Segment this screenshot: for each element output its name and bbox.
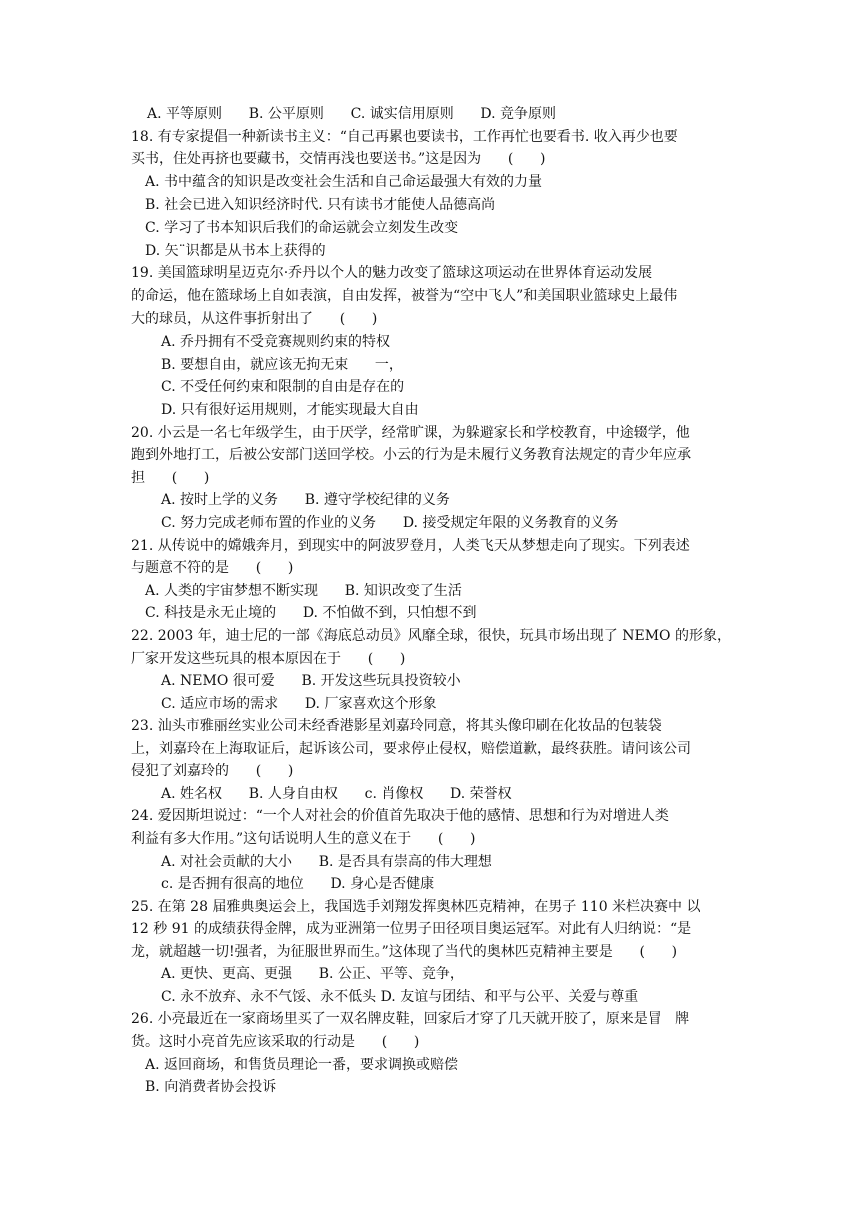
q25-text-line-1: 25. 在第 28 届雅典奥运会上，我国选手刘翔发挥奥林匹克精神，在男子 110 米栏决赛中 以 <box>131 899 701 915</box>
q24-options-cd: c. 是否拥有很高的地位 D. 身心是否健康 <box>161 876 435 892</box>
q24-options-ab: A. 对社会贡献的大小 B. 是否具有崇高的伟大理想 <box>161 854 492 870</box>
q19-option-d: D. 只有很好运用规则，才能实现最大自由 <box>161 402 419 418</box>
q19-option-a: A. 乔丹拥有不受竞赛规则约束的特权 <box>161 334 391 350</box>
q22-text-line-2: 厂家开发这些玩具的根本原因在于 ( ) <box>131 651 406 667</box>
q22-options-cd: C. 适应市场的需求 D. 厂家喜欢这个形象 <box>161 696 437 712</box>
q22-text-line-1: 22. 2003 年，迪士尼的一部《海底总动员》风靡全球，很快，玩具市场出现了 NEMO 的形象， <box>131 628 731 644</box>
q23-text-line-3: 侵犯了刘嘉玲的 ( ) <box>131 763 294 779</box>
q18-option-b: B. 社会已进入知识经济时代. 只有读书才能使人品德高尚 <box>145 197 496 213</box>
q20-text-line-1: 20. 小云是一名七年级学生，由于厌学，经常旷课，为躲避家长和学校教育，中途辍学，他 <box>131 425 690 441</box>
q25-options-ab: A. 更快、更高、更强 B. 公正、平等、竞争， <box>161 966 464 982</box>
q20-text-line-3: 担 ( ) <box>131 470 210 486</box>
q25-text-line-3: 龙，就超越一切!强者，为征服世界而生。”这体现了当代的奥林匹克精神主要是 ( ) <box>131 944 678 960</box>
q20-options-ab: A. 按时上学的义务 B. 遵守学校纪律的义务 <box>161 492 450 508</box>
q21-options-ab: A. 人类的宇宙梦想不断实现 B. 知识改变了生活 <box>145 583 462 599</box>
q18-text-line-2: 买书，住处再挤也要藏书，交情再浅也要送书。”这是因为 ( ) <box>131 151 546 167</box>
q22-options-ab: A. NEMO 很可爱 B. 开发这些玩具投资较小 <box>161 673 461 689</box>
q18-option-a: A. 书中蕴含的知识是改变社会生活和自己命运最强大有效的力量 <box>145 174 543 190</box>
q25-options-cd: C. 永不放弃、永不气馁、永不低头 D. 友谊与团结、和平与公平、关爱与尊重 <box>161 989 639 1005</box>
q23-text-line-2: 上，刘嘉玲在上海取证后，起诉该公司，要求停止侵权，赔偿道歉，最终获胜。请问该公司 <box>131 741 691 757</box>
q26-text-line-2: 货。这时小亮首先应该采取的行动是 ( ) <box>131 1034 420 1050</box>
q26-option-a: A. 返回商场，和售货员理论一番，要求调换或赔偿 <box>145 1057 459 1073</box>
q18-option-d: D. 矢¨识都是从书本上获得的 <box>145 243 326 259</box>
q21-text-line-1: 21. 从传说中的嫦娥奔月，到现实中的阿波罗登月，人类飞天从梦想走向了现实。下列表述 <box>131 538 690 554</box>
q24-text-line-1: 24. 爱因斯坦说过：“一个人对社会的价值首先取决于他的感情、思想和行为对增进人类 <box>131 808 669 824</box>
q19-option-c: C. 不受任何约束和限制的自由是存在的 <box>161 379 405 395</box>
q26-option-b: B. 向消费者协会投诉 <box>145 1079 277 1095</box>
q21-text-line-2: 与题意不符的是 ( ) <box>131 560 294 576</box>
q25-text-line-2: 12 秒 91 的成绩获得金牌，成为亚洲第一位男子田径项目奥运冠军。对此有人归纳说：“是 <box>131 921 692 937</box>
q26-text-line-1: 26. 小亮最近在一家商场里买了一双名牌皮鞋，回家后才穿了几天就开胶了，原来是冒 牌 <box>131 1011 690 1027</box>
q23-options: A. 姓名权 B. 人身自由权 c. 肖像权 D. 荣誉权 <box>161 786 512 802</box>
q20-text-line-2: 跑到外地打工，后被公安部门送回学校。小云的行为是未履行义务教育法规定的青少年应承 <box>131 447 691 463</box>
q20-options-cd: C. 努力完成老师布置的作业的义务 D. 接受规定年限的义务教育的义务 <box>161 515 619 531</box>
q24-text-line-2: 利益有多大作用。”这句话说明人生的意义在于 ( ) <box>131 831 476 847</box>
q21-options-cd: C. 科技是永无止境的 D. 不怕做不到，只怕想不到 <box>145 605 477 621</box>
q18-option-c: C. 学习了书本知识后我们的命运就会立刻发生改变 <box>145 220 459 236</box>
q23-text-line-1: 23. 汕头市雅丽丝实业公司未经香港影星刘嘉玲同意，将其头像印刷在化妆品的包装袋 <box>131 718 662 734</box>
q19-option-b: B. 要想自由，就应该无拘无束 一， <box>161 357 403 373</box>
q19-text-line-3: 大的球员，从这件事折射出了 ( ) <box>131 311 378 327</box>
q19-text-line-2: 的命运，他在篮球场上自如表演，自由发挥，被誉为“空中飞人”和美国职业篮球史上最伟 <box>131 288 678 304</box>
q19-text-line-1: 19. 美国篮球明星迈克尔·乔丹以个人的魅力改变了篮球这项运动在世界体育运动发展 <box>131 265 653 281</box>
q18-text-line-1: 18. 有专家提倡一种新读书主义：“自己再累也要读书，工作再忙也要看书. 收入再少也要 <box>131 129 678 145</box>
q17-options: A. 平等原则 B. 公平原则 C. 诚实信用原则 D. 竞争原则 <box>147 106 557 122</box>
